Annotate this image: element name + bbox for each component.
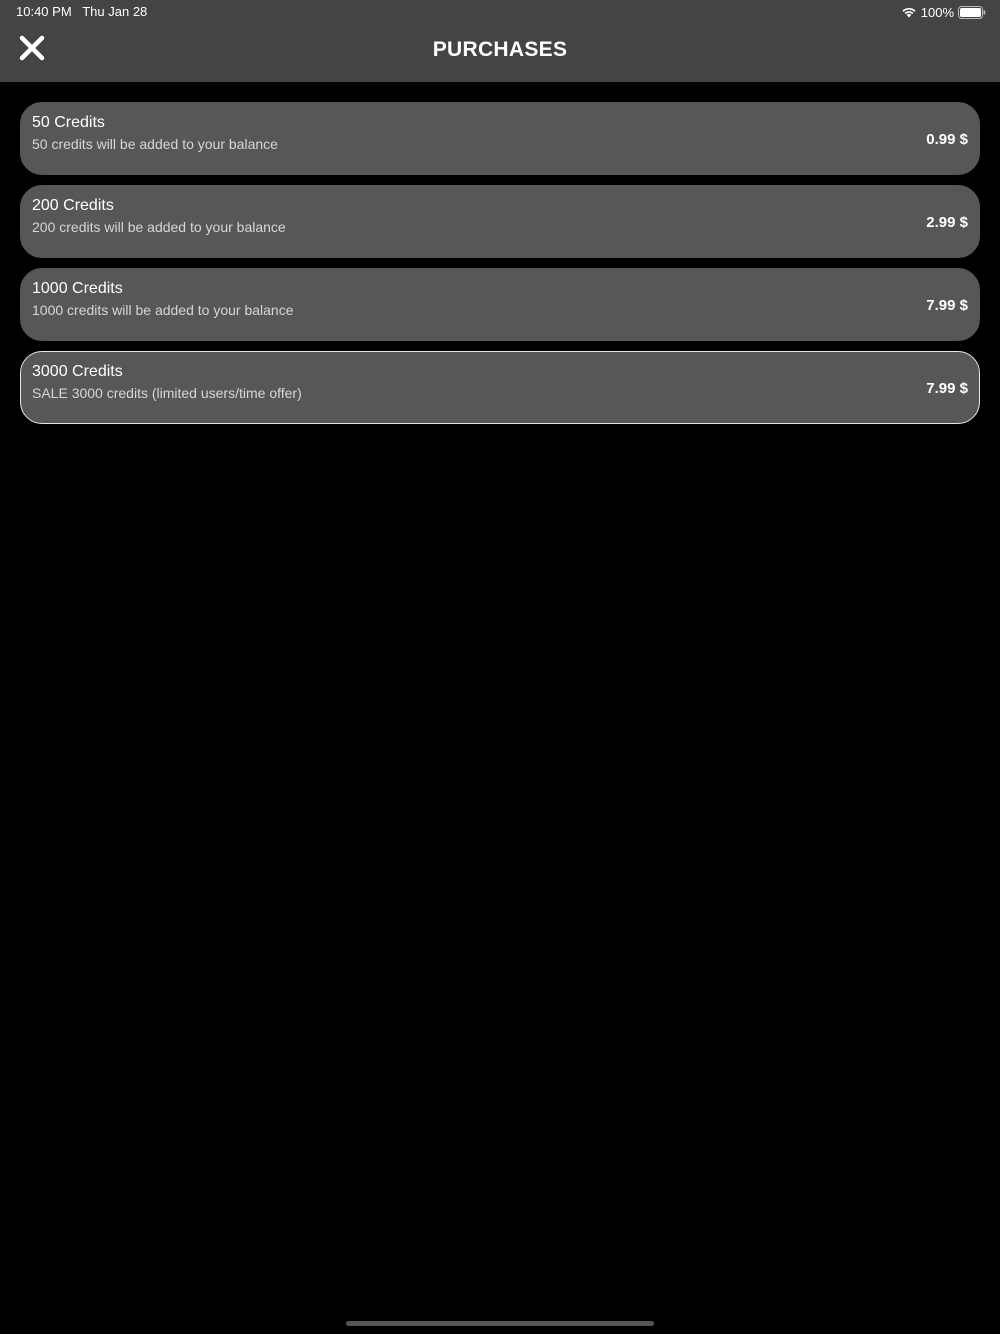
item-price: 2.99 $	[926, 214, 968, 231]
item-title: 3000 Credits	[32, 363, 123, 380]
item-title: 1000 Credits	[32, 280, 123, 297]
battery-icon	[958, 6, 986, 19]
item-price: 7.99 $	[926, 297, 968, 314]
item-description: 200 credits will be added to your balance	[32, 219, 286, 235]
wifi-icon	[901, 6, 917, 18]
item-description: SALE 3000 credits (limited users/time offer)	[32, 385, 302, 401]
status-bar	[0, 0, 1000, 24]
purchase-item-200-credits[interactable]	[20, 185, 980, 258]
item-price: 0.99 $	[926, 131, 968, 148]
page-title: PURCHASES	[432, 38, 568, 61]
purchase-item-50-credits[interactable]	[20, 102, 980, 175]
item-description: 1000 credits will be added to your balance	[32, 302, 294, 318]
purchase-item-3000-credits[interactable]	[20, 351, 980, 424]
status-time: 10:40 PM Thu Jan 28	[16, 4, 148, 19]
item-title: 50 Credits	[32, 114, 105, 131]
item-title: 200 Credits	[32, 197, 114, 214]
purchase-item-1000-credits[interactable]	[20, 268, 980, 341]
battery-percent: 100%	[920, 4, 954, 20]
status-indicators	[901, 4, 986, 20]
purchase-list	[20, 102, 980, 434]
item-price: 7.99 $	[926, 380, 968, 397]
item-description: 50 credits will be added to your balance	[32, 136, 278, 152]
nav-header	[0, 0, 1000, 82]
home-indicator[interactable]	[346, 1321, 654, 1326]
